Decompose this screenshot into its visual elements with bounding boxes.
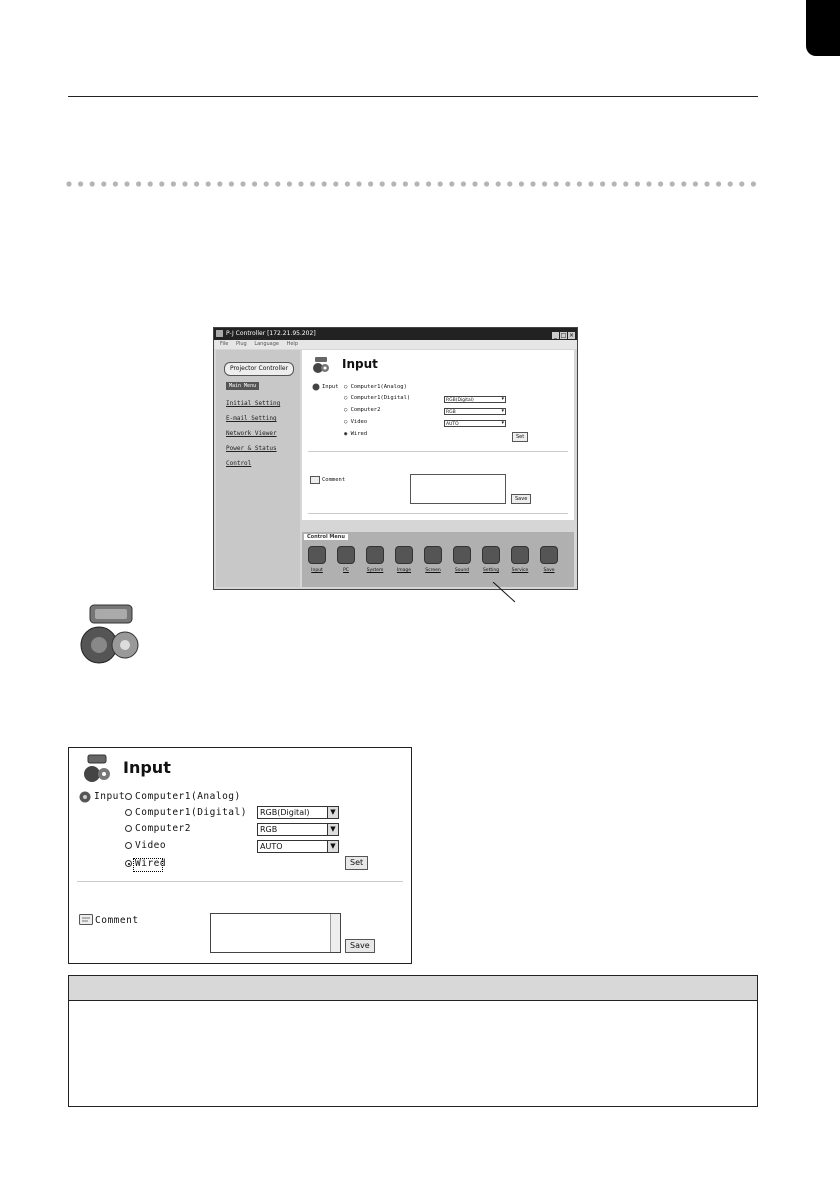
app-icon [216, 330, 223, 337]
divider-dot [507, 181, 512, 186]
option-computer1-digital[interactable]: Computer1(Digital) [135, 807, 247, 818]
divider-dot [461, 181, 466, 186]
input-bullet-icon [312, 383, 320, 391]
control-item-image[interactable] [392, 546, 416, 573]
menu-language[interactable]: Language [254, 341, 279, 347]
content-pane [302, 350, 574, 520]
separator-small [308, 451, 568, 452]
control-item-sound[interactable] [450, 546, 474, 573]
control-item-sound-label: Sound [454, 568, 470, 573]
input-bullet-icon [79, 791, 91, 803]
divider-dot [472, 181, 477, 186]
window-menubar [214, 340, 577, 349]
control-item-service[interactable] [508, 546, 532, 573]
divider-dot [345, 181, 350, 186]
sidebar-item-control[interactable]: Control [226, 460, 252, 467]
minimize-icon[interactable]: _ [554, 332, 557, 339]
comment-textarea[interactable] [210, 913, 341, 953]
divider-dot [124, 181, 129, 186]
input-form-panel [68, 747, 412, 964]
select-small-computer1-digital[interactable]: RGB(Digital) ▾ [444, 396, 506, 403]
chevron-down-icon: ▼ [327, 807, 338, 818]
save-icon [540, 546, 558, 564]
divider-dot [693, 181, 698, 186]
select-video[interactable] [257, 840, 339, 853]
control-item-setting[interactable] [479, 546, 503, 573]
divider-dot [229, 181, 234, 186]
divider-dot [403, 181, 408, 186]
divider-dot [310, 181, 315, 186]
option-small-wired[interactable]: ◉ Wired [344, 431, 368, 437]
input-label: Input [94, 791, 126, 802]
page-edge-tab [806, 0, 840, 56]
divider-dot [751, 181, 756, 186]
radio-computer2[interactable] [125, 825, 132, 832]
option-computer2[interactable]: Computer2 [135, 823, 191, 834]
sidebar-item-network-viewer[interactable]: Network Viewer [226, 430, 277, 437]
divider-dot [182, 181, 187, 186]
textarea-scrollbar[interactable] [330, 914, 340, 952]
divider-dot [194, 181, 199, 186]
divider-dot [565, 181, 570, 186]
divider-dot [148, 181, 153, 186]
option-small-computer1-analog[interactable]: ○ Computer1(Analog) [344, 384, 407, 390]
dotted-divider [66, 180, 764, 188]
control-menu [302, 532, 574, 587]
divider-dot [333, 181, 338, 186]
save-button[interactable]: Save [345, 939, 375, 953]
divider-dot [658, 181, 663, 186]
divider-dot [728, 181, 733, 186]
divider-dot [298, 181, 303, 186]
control-item-pc-label: PC [343, 568, 349, 573]
radio-computer1-analog[interactable] [125, 793, 132, 800]
top-rule [68, 96, 758, 97]
sound-icon [453, 546, 471, 564]
divider-dot [206, 181, 211, 186]
divider-dot [716, 181, 721, 186]
divider-dot [264, 181, 269, 186]
form-title: Input [123, 758, 171, 777]
radio-wired[interactable] [125, 860, 132, 867]
control-item-save[interactable] [537, 546, 561, 573]
window-title: P-J Controller [172.21.95.202] [226, 330, 316, 337]
divider-dot [240, 181, 245, 186]
setting-icon [482, 546, 500, 564]
control-item-image-label: Image [396, 568, 412, 573]
divider-dot [449, 181, 454, 186]
control-item-save-label: Save [543, 568, 555, 573]
divider-dot [484, 181, 489, 186]
image-icon [395, 546, 413, 564]
control-item-screen-label: Screen [425, 568, 441, 573]
control-item-system[interactable] [363, 546, 387, 573]
control-item-input[interactable] [305, 546, 329, 573]
divider-dot [612, 181, 617, 186]
divider-dot [380, 181, 385, 186]
maximize-icon[interactable]: □ [560, 332, 567, 339]
screen-icon [424, 546, 442, 564]
select-video-value: AUTO [260, 842, 283, 851]
radio-video[interactable] [125, 842, 132, 849]
divider-dot [704, 181, 709, 186]
divider-dot [519, 181, 524, 186]
divider-dot [66, 181, 71, 186]
comment-label-small: Comment [322, 477, 346, 483]
input-connector-icon [81, 754, 113, 784]
control-item-service-label: Service [511, 568, 529, 573]
set-button[interactable]: Set [345, 856, 368, 870]
chevron-down-icon: ▼ [327, 841, 338, 852]
control-item-pc[interactable] [334, 546, 358, 573]
form-title-small: Input [342, 357, 378, 371]
pc-icon [337, 546, 355, 564]
divider-dot [635, 181, 640, 186]
divider-dot [391, 181, 396, 186]
divider-dot [101, 181, 106, 186]
select-computer1-digital-value: RGB(Digital) [260, 808, 310, 817]
save-button-small[interactable]: Save [511, 494, 531, 504]
select-small-video[interactable]: AUTO ▾ [444, 420, 506, 427]
divider-dot [600, 181, 605, 186]
select-computer2[interactable] [257, 823, 339, 836]
divider-dot [159, 181, 164, 186]
divider-dot [287, 181, 292, 186]
window-titlebar [214, 328, 577, 340]
sidebar-main-menu[interactable]: Main Menu [226, 382, 259, 390]
divider-dot [90, 181, 95, 186]
divider-dot [588, 181, 593, 186]
divider-dot [438, 181, 443, 186]
option-computer1-analog[interactable]: Computer1(Analog) [135, 791, 241, 802]
input-label-small: Input [322, 384, 339, 390]
select-computer1-digital[interactable] [257, 806, 339, 819]
input-icon [308, 546, 326, 564]
radio-computer1-digital[interactable] [125, 809, 132, 816]
option-small-video[interactable]: ○ Video [344, 419, 368, 425]
input-connector-large-icon [75, 603, 145, 665]
close-icon[interactable]: × [568, 332, 575, 339]
sidebar-item-initial-setting[interactable]: Initial Setting [226, 400, 281, 407]
callout-line [485, 582, 525, 604]
divider-dot [426, 181, 431, 186]
controller-window [213, 327, 578, 590]
note-header [69, 976, 757, 1001]
divider-dot [542, 181, 547, 186]
option-small-computer1-digital[interactable]: ○ Computer1(Digital) [344, 395, 411, 401]
service-icon [511, 546, 529, 564]
note-box [68, 975, 758, 1107]
control-item-input-label: Input [311, 568, 323, 573]
divider-dot [670, 181, 675, 186]
control-menu-label: Control Menu [304, 534, 348, 540]
option-small-computer2[interactable]: ○ Computer2 [344, 407, 381, 413]
divider-dot [217, 181, 222, 186]
comment-textarea-small[interactable] [410, 474, 506, 504]
divider-dot [414, 181, 419, 186]
divider-dot [530, 181, 535, 186]
select-small-computer2[interactable]: RGB ▾ [444, 408, 506, 415]
menu-help[interactable]: Help [286, 341, 298, 347]
menu-file[interactable]: File [220, 341, 229, 347]
sidebar [216, 350, 300, 587]
option-video[interactable]: Video [135, 840, 167, 851]
input-connector-icon [312, 356, 330, 374]
divider-dot [275, 181, 280, 186]
system-icon [366, 546, 384, 564]
divider-dot [554, 181, 559, 186]
divider-dot [78, 181, 83, 186]
select-computer2-value: RGB [260, 825, 278, 834]
divider-dot [739, 181, 744, 186]
divider-dot [577, 181, 582, 186]
divider-dot [322, 181, 327, 186]
option-wired[interactable]: Wired [135, 858, 167, 869]
control-item-setting-label: Setting [482, 568, 500, 573]
separator-small-bottom [308, 513, 568, 514]
divider-dot [681, 181, 686, 186]
chevron-down-icon: ▼ [327, 824, 338, 835]
set-button-small[interactable]: Set [512, 432, 528, 442]
divider-dot [356, 181, 361, 186]
sidebar-logo: Projector Controller [224, 362, 294, 376]
menu-plug[interactable]: Plug [235, 341, 247, 347]
control-item-system-label: System [366, 568, 384, 573]
sidebar-item-email-setting[interactable]: E-mail Setting [226, 415, 277, 422]
comment-icon [79, 914, 93, 925]
divider-dot [646, 181, 651, 186]
control-item-screen[interactable] [421, 546, 445, 573]
form-separator [77, 881, 403, 882]
divider-dot [496, 181, 501, 186]
sidebar-item-power-status[interactable]: Power & Status [226, 445, 277, 452]
divider-dot [171, 181, 176, 186]
comment-icon-small [310, 476, 320, 484]
divider-dot [113, 181, 118, 186]
divider-dot [368, 181, 373, 186]
divider-dot [623, 181, 628, 186]
divider-dot [252, 181, 257, 186]
comment-label: Comment [95, 915, 139, 926]
divider-dot [136, 181, 141, 186]
